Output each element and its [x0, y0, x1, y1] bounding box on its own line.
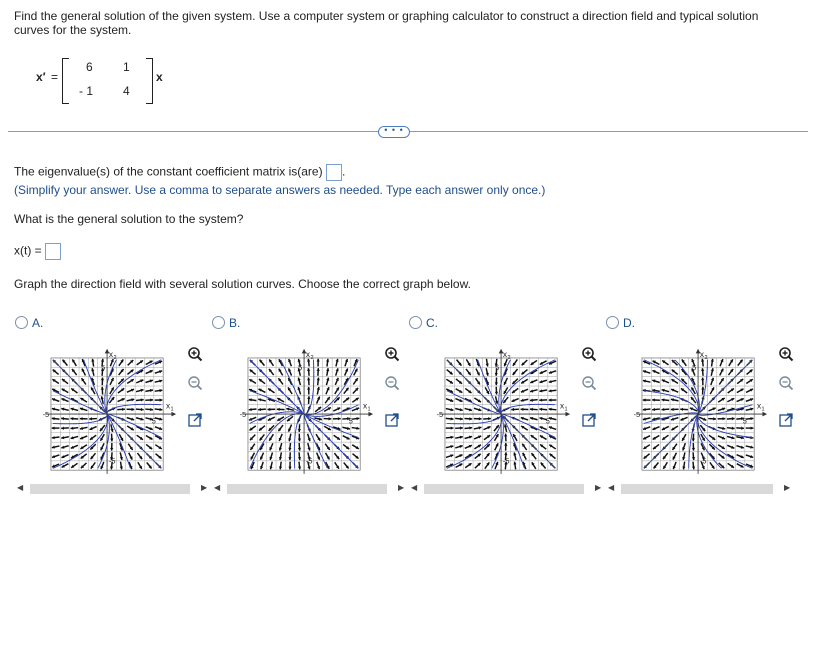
x-axis-arrow-icon	[762, 412, 767, 417]
y-tick-neg5: -5	[699, 456, 707, 466]
y-axis-label: x	[305, 350, 311, 360]
horizontal-scrollbar[interactable]	[409, 482, 609, 494]
problem-prompt: Find the general solution of the given system. Use a computer system or graphing calculator to construct a direction field and typical solution curves for the system.	[14, 9, 759, 37]
y-tick-neg5: -5	[305, 456, 313, 466]
matrix-cell-a22: 4	[123, 84, 130, 98]
popout-icon[interactable]	[384, 412, 400, 428]
radio-button[interactable]	[606, 316, 619, 329]
option-label: C.	[426, 316, 438, 330]
scroll-right-icon[interactable]: ▶	[595, 483, 602, 492]
eigenvalue-answer-box[interactable]	[326, 164, 342, 181]
direction-field-graph-d	[630, 346, 768, 484]
scroll-thumb[interactable]	[424, 484, 584, 494]
zoom-in-icon[interactable]	[384, 346, 400, 362]
y-axis-label: x	[699, 350, 705, 360]
x-tick-5: 5	[348, 416, 353, 426]
horizontal-scrollbar[interactable]	[606, 482, 794, 494]
zoom-in-icon[interactable]	[778, 346, 794, 362]
zoom-out-icon[interactable]	[187, 375, 203, 391]
scroll-right-icon[interactable]: ▶	[398, 483, 405, 492]
x-axis-subscript: 1	[170, 406, 174, 413]
zoom-out-icon[interactable]	[384, 375, 400, 391]
option-label: B.	[229, 316, 241, 330]
x-tick-neg5: -5	[239, 409, 247, 419]
x-tick-neg5: -5	[436, 409, 444, 419]
general-solution-label: x(t) =	[14, 243, 42, 258]
radio-button[interactable]	[409, 316, 422, 329]
matrix-left-bracket	[62, 58, 69, 104]
option-b[interactable]	[212, 316, 240, 330]
y-tick-5: 5	[298, 363, 303, 373]
general-solution-answer-box[interactable]	[45, 243, 61, 260]
radio-button[interactable]	[15, 316, 28, 329]
x-axis-label: x	[559, 401, 565, 411]
x-vector-symbol: x	[156, 70, 163, 84]
y-axis-subscript: 2	[113, 354, 117, 361]
zoom-out-icon[interactable]	[778, 375, 794, 391]
eigenvalue-question: The eigenvalue(s) of the constant coefficient matrix is(are) .	[14, 164, 345, 181]
scroll-left-icon[interactable]: ◀	[214, 483, 221, 492]
scroll-left-icon[interactable]: ◀	[411, 483, 418, 492]
y-tick-5: 5	[692, 363, 697, 373]
y-axis-subscript: 2	[507, 354, 511, 361]
equals-sign: =	[51, 70, 59, 84]
matrix-right-bracket	[146, 58, 153, 104]
general-solution-question: What is the general solution to the system?	[14, 212, 244, 226]
x-axis-arrow-icon	[368, 412, 373, 417]
x-axis-arrow-icon	[171, 412, 176, 417]
option-c[interactable]	[409, 316, 438, 330]
option-label: D.	[623, 316, 635, 330]
scroll-thumb[interactable]	[227, 484, 387, 494]
system-equation	[36, 58, 163, 104]
x-tick-neg5: -5	[42, 409, 50, 419]
y-axis-subscript: 2	[310, 354, 314, 361]
show-more-button[interactable]: • • •	[378, 126, 410, 138]
option-d[interactable]	[606, 316, 635, 330]
x-tick-5: 5	[742, 416, 747, 426]
direction-field-graph-b	[236, 346, 374, 484]
x-axis-label: x	[756, 401, 762, 411]
y-axis-subscript: 2	[704, 354, 708, 361]
eigenvalue-hint: (Simplify your answer. Use a comma to separate answers as needed. Type each answer only once.)	[14, 183, 546, 197]
scroll-left-icon[interactable]: ◀	[17, 483, 24, 492]
scroll-right-icon[interactable]: ▶	[201, 483, 208, 492]
x-axis-label: x	[165, 401, 171, 411]
zoom-in-icon[interactable]	[187, 346, 203, 362]
matrix-cell-a12: 1	[123, 60, 130, 74]
zoom-out-icon[interactable]	[581, 375, 597, 391]
horizontal-scrollbar[interactable]	[15, 482, 215, 494]
x-tick-5: 5	[545, 416, 550, 426]
x-axis-subscript: 1	[564, 406, 568, 413]
x-tick-neg5: -5	[633, 409, 641, 419]
y-tick-5: 5	[101, 363, 106, 373]
popout-icon[interactable]	[778, 412, 794, 428]
zoom-in-icon[interactable]	[581, 346, 597, 362]
scroll-right-icon[interactable]: ▶	[784, 483, 791, 492]
y-tick-neg5: -5	[108, 456, 116, 466]
x-axis-label: x	[362, 401, 368, 411]
y-axis-label: x	[108, 350, 114, 360]
popout-icon[interactable]	[581, 412, 597, 428]
popout-icon[interactable]	[187, 412, 203, 428]
direction-field-graph-a	[39, 346, 177, 484]
x-tick-5: 5	[151, 416, 156, 426]
x-prime-symbol: x′	[36, 70, 46, 84]
x-axis-arrow-icon	[565, 412, 570, 417]
horizontal-scrollbar[interactable]	[212, 482, 412, 494]
matrix-cell-a11: 6	[86, 60, 93, 74]
scroll-left-icon[interactable]: ◀	[608, 483, 615, 492]
direction-field-graph-c	[433, 346, 571, 484]
scroll-thumb[interactable]	[621, 484, 773, 494]
scroll-thumb[interactable]	[30, 484, 190, 494]
general-solution-row	[14, 243, 61, 260]
option-label: A.	[32, 316, 44, 330]
y-tick-5: 5	[495, 363, 500, 373]
matrix-cell-a21: - 1	[79, 84, 94, 98]
x-axis-subscript: 1	[761, 406, 765, 413]
option-a[interactable]	[15, 316, 43, 330]
y-tick-neg5: -5	[502, 456, 510, 466]
x-axis-subscript: 1	[367, 406, 371, 413]
radio-button[interactable]	[212, 316, 225, 329]
y-axis-label: x	[502, 350, 508, 360]
graph-prompt: Graph the direction field with several solution curves. Choose the correct graph below.	[14, 277, 471, 291]
